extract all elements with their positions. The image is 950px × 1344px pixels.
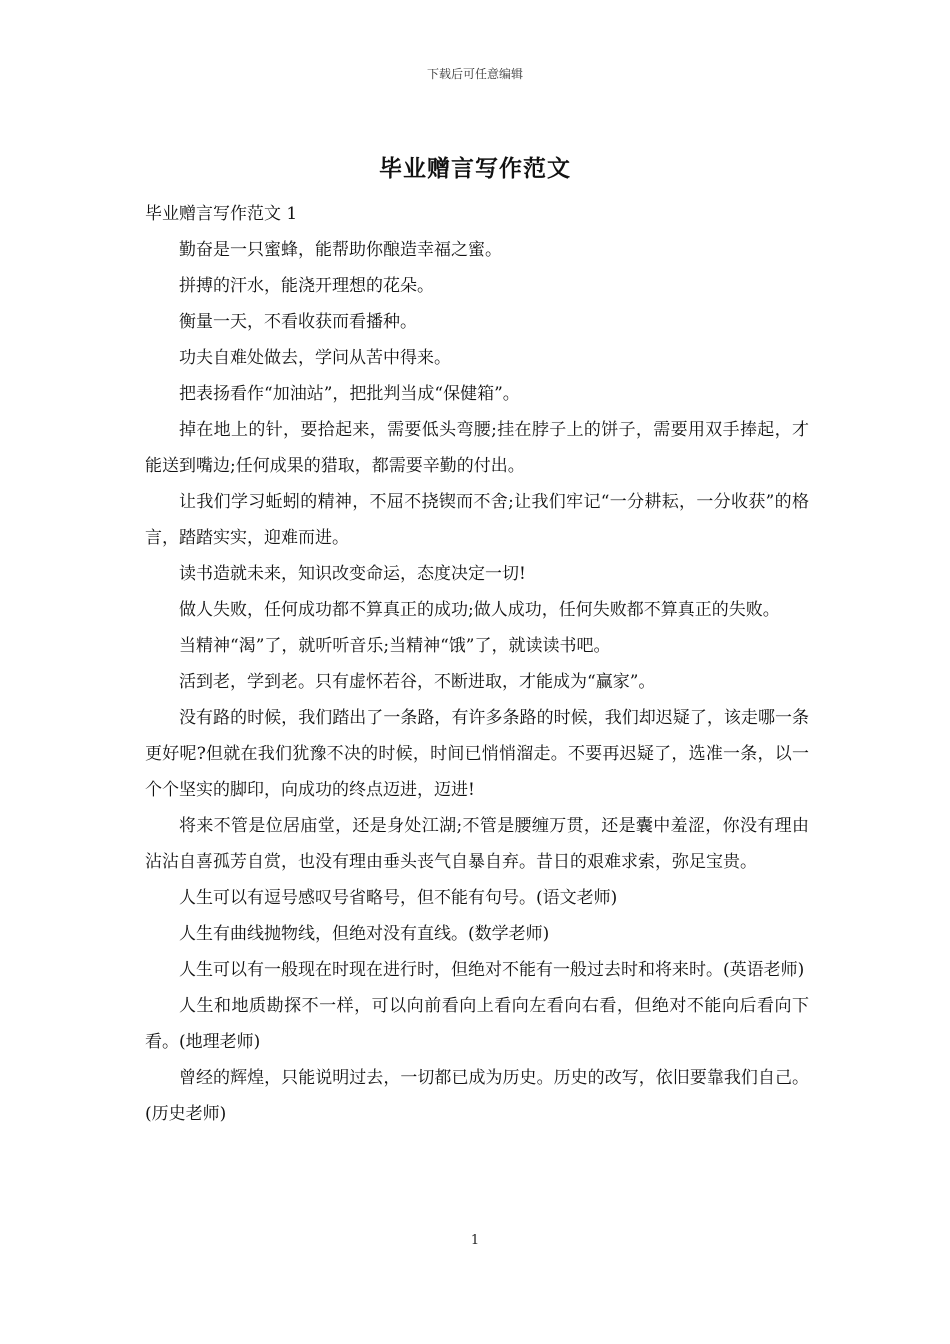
paragraph: 拼搏的汗水，能浇开理想的花朵。 xyxy=(179,276,434,296)
paragraph: 读书造就未来，知识改变命运，态度决定一切! xyxy=(179,564,526,584)
paragraph: 曾经的辉煌，只能说明过去，一切都已成为历史。历史的改写，依旧要靠我们自己。(历史老师) xyxy=(145,1068,809,1124)
paragraph: 人生和地质勘探不一样，可以向前看向上看向左看向右看，但绝对不能向后看向下看。(地理老师) xyxy=(145,996,809,1052)
paragraph: 做人失败，任何成功都不算真正的成功;做人成功，任何失败都不算真正的失败。 xyxy=(179,600,780,620)
paragraph: 人生可以有逗号感叹号省略号，但不能有句号。(语文老师) xyxy=(179,888,618,908)
paragraph: 功夫自难处做去，学问从苦中得来。 xyxy=(179,348,451,368)
paragraph: 衡量一天，不看收获而看播种。 xyxy=(179,312,417,332)
page-header: 下载后可任意编辑 xyxy=(426,67,523,81)
paragraph: 掉在地上的针，要拾起来，需要低头弯腰;挂在脖子上的饼子，需要用双手捧起，才能送到嘴边;任何成果的猎取，都需要辛勤的付出。 xyxy=(145,420,809,476)
document-title: 毕业赠言写作范文 xyxy=(379,155,571,182)
paragraph: 勤奋是一只蜜蜂，能帮助你酿造幸福之蜜。 xyxy=(179,240,502,260)
paragraph: 人生有曲线抛物线，但绝对没有直线。(数学老师) xyxy=(179,924,550,944)
page-number: 1 xyxy=(470,1233,480,1248)
paragraph: 让我们学习蚯蚓的精神，不屈不挠锲而不舍;让我们牢记“一分耕耘，一分收获”的格言，踏踏实实，迎难而进。 xyxy=(145,492,809,548)
paragraph: 当精神“渴”了，就听听音乐;当精神“饿”了，就读读书吧。 xyxy=(179,636,611,656)
paragraph: 活到老，学到老。只有虚怀若谷，不断进取，才能成为“赢家”。 xyxy=(179,672,656,692)
document-body xyxy=(145,196,809,1132)
paragraph: 把表扬看作“加油站”，把批判当成“保健箱”。 xyxy=(179,384,520,404)
paragraph: 没有路的时候，我们踏出了一条路，有许多条路的时候，我们却迟疑了，该走哪一条更好呢?但就在我们犹豫不决的时候，时间已悄悄溜走。不要再迟疑了，选准一条，以一个个坚实的脚印，向成功的终点迈进，迈进! xyxy=(145,708,809,800)
paragraph: 人生可以有一般现在时现在进行时，但绝对不能有一般过去时和将来时。(英语老师) xyxy=(179,960,805,980)
paragraph: 将来不管是位居庙堂，还是身处江湖;不管是腰缠万贯，还是囊中羞涩，你没有理由沾沾自喜孤芳自赏，也没有理由垂头丧气自暴自弃。昔日的艰难求索，弥足宝贵。 xyxy=(145,816,809,872)
section-subheading: 毕业赠言写作范文 1 xyxy=(145,204,298,224)
